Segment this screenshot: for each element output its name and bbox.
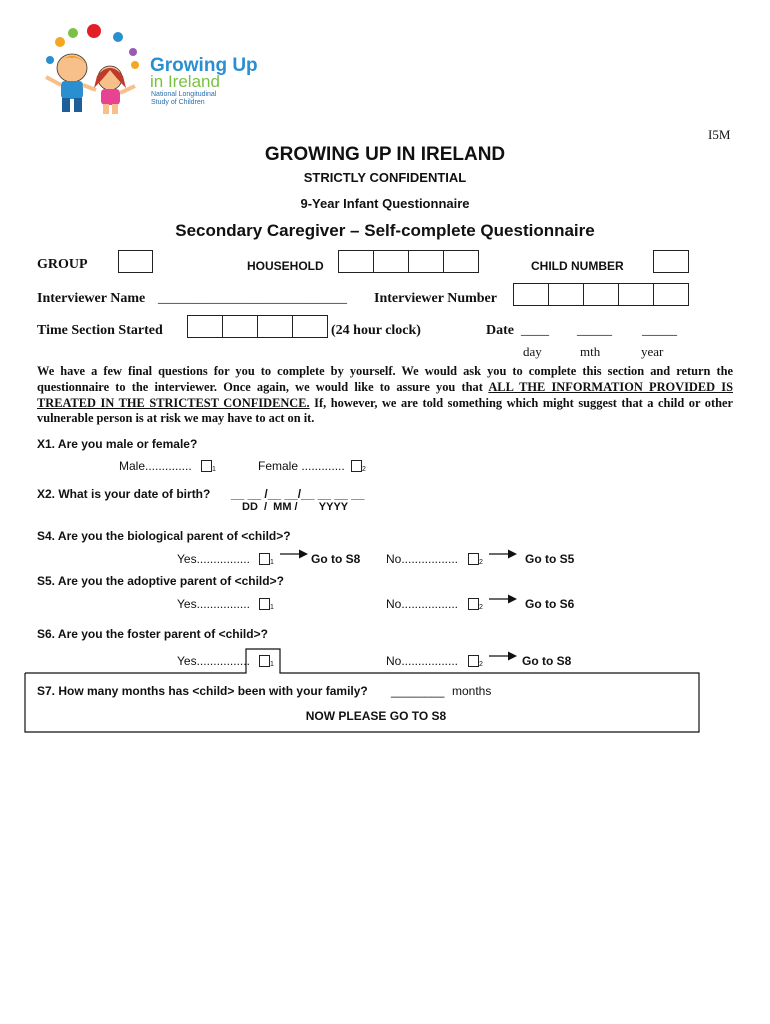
time-started-label: Time Section Started	[37, 323, 163, 338]
s5-no-goto: Go to S6	[525, 597, 575, 611]
s4-yes-goto: Go to S8	[311, 552, 361, 566]
day-caption: day	[523, 344, 542, 359]
s4-yes-checkbox[interactable]	[259, 553, 270, 565]
time-digit-box[interactable]	[222, 315, 258, 338]
s5-no-label: No.................	[386, 597, 459, 611]
x1-female-checkbox[interactable]	[351, 460, 362, 472]
s5-yes-label: Yes................	[177, 597, 250, 611]
s7-go-to-instruction: NOW PLEASE GO TO S8	[305, 709, 447, 723]
intro-emphasis: ALL THE INFORMATION PROVIDED IS TREATED IN THE STRICTEST CONFIDENCE.	[37, 379, 733, 410]
x2-date-blanks[interactable]: __ __ /__ __/__ __ __ __	[231, 487, 365, 501]
x1-code-1: 1	[212, 466, 216, 473]
group-input-box[interactable]	[118, 250, 153, 273]
month-caption: mth	[580, 344, 601, 359]
interviewer-name-field[interactable]: ___________________________	[158, 291, 347, 306]
logo-title-line1: Growing Up	[150, 55, 258, 76]
clock-format-label: (24 hour clock)	[331, 323, 421, 338]
x1-male-checkbox[interactable]	[201, 460, 212, 472]
child-number-input-box[interactable]	[653, 250, 689, 273]
page-title: GROWING UP IN IRELAND	[264, 144, 506, 165]
arrow-right-icon	[488, 548, 518, 560]
s4-no-goto: Go to S5	[525, 552, 575, 566]
s6-code-2: 2	[479, 661, 483, 668]
logo-title-line2: in Ireland	[150, 72, 220, 91]
s6-no-label: No.................	[386, 654, 459, 668]
group-label: GROUP	[37, 257, 88, 272]
child-number-label: CHILD NUMBER	[531, 259, 624, 273]
question-x1: X1. Are you male or female?	[37, 437, 198, 451]
intro-text-2: If, however, we are told something which might suggest that a child or other vulnerable person is at risk we may have to act on it.	[37, 395, 733, 426]
household-label: HOUSEHOLD	[247, 259, 324, 273]
household-digit-box[interactable]	[338, 250, 374, 273]
date-day-field[interactable]: ____	[521, 323, 549, 338]
time-digit-box[interactable]	[257, 315, 293, 338]
interviewer-number-digit-box[interactable]	[618, 283, 654, 306]
x1-code-2: 2	[362, 466, 366, 473]
time-digit-box[interactable]	[187, 315, 223, 338]
s4-code-2: 2	[479, 559, 483, 566]
household-digit-box[interactable]	[408, 250, 444, 273]
date-year-field[interactable]: _____	[642, 323, 677, 338]
s7-months-unit: months	[452, 684, 492, 698]
question-s4: S4. Are you the biological parent of <child>?	[37, 529, 291, 543]
question-s7: S7. How many months has <child> been with your family?	[37, 684, 368, 698]
question-s5: S5. Are you the adoptive parent of <child>?	[37, 574, 284, 588]
date-month-field[interactable]: _____	[577, 323, 612, 338]
logo-tagline-1: National Longitudinal	[151, 91, 217, 98]
x1-option-male-label: Male..............	[119, 459, 192, 473]
logo-tagline-2: Study of Children	[151, 99, 205, 106]
x1-option-female-label: Female .............	[258, 459, 345, 473]
s5-no-checkbox[interactable]	[468, 598, 479, 610]
household-digit-box[interactable]	[443, 250, 479, 273]
s6-code-1: 1	[270, 661, 274, 668]
interviewer-number-digit-box[interactable]	[513, 283, 549, 306]
question-s6: S6. Are you the foster parent of <child>?	[37, 627, 268, 641]
confidential-label: STRICTLY CONFIDENTIAL	[303, 170, 467, 185]
interviewer-number-digit-box[interactable]	[653, 283, 689, 306]
time-digit-box[interactable]	[292, 315, 328, 338]
interviewer-name-label: Interviewer Name	[37, 291, 146, 306]
s5-yes-checkbox[interactable]	[259, 598, 270, 610]
x2-date-format: DD / MM / YYYY	[242, 501, 349, 513]
s4-no-label: No.................	[386, 552, 459, 566]
interviewer-number-label: Interviewer Number	[374, 291, 497, 306]
date-label: Date	[486, 323, 514, 338]
logo-children-illustration	[38, 22, 148, 117]
section-title: Secondary Caregiver – Self-complete Questionnaire	[175, 221, 595, 240]
household-digit-box[interactable]	[373, 250, 409, 273]
interviewer-number-digit-box[interactable]	[548, 283, 584, 306]
arrow-right-icon	[488, 593, 518, 605]
question-x2: X2. What is your date of birth?	[37, 487, 211, 501]
interviewer-number-digit-box[interactable]	[583, 283, 619, 306]
s4-yes-label: Yes................	[177, 552, 250, 566]
s4-code-1: 1	[270, 559, 274, 566]
form-code: I5M	[708, 127, 731, 142]
s7-months-field[interactable]: ________	[391, 684, 445, 698]
intro-text-1: We have a few final questions for you to complete by yourself. We would ask you to complete this section and return the questionnaire to the interviewer. Once again, we would like to assure you that	[37, 364, 733, 394]
s5-code-1: 1	[270, 604, 274, 611]
s4-no-checkbox[interactable]	[468, 553, 479, 565]
intro-paragraph	[37, 364, 733, 427]
s6-no-goto: Go to S8	[522, 654, 572, 668]
year-caption: year	[641, 344, 664, 359]
questionnaire-subtitle: 9-Year Infant Questionnaire	[300, 196, 470, 211]
s5-code-2: 2	[479, 604, 483, 611]
arrow-right-icon	[279, 548, 309, 560]
s6-yes-label: Yes................	[177, 654, 250, 668]
